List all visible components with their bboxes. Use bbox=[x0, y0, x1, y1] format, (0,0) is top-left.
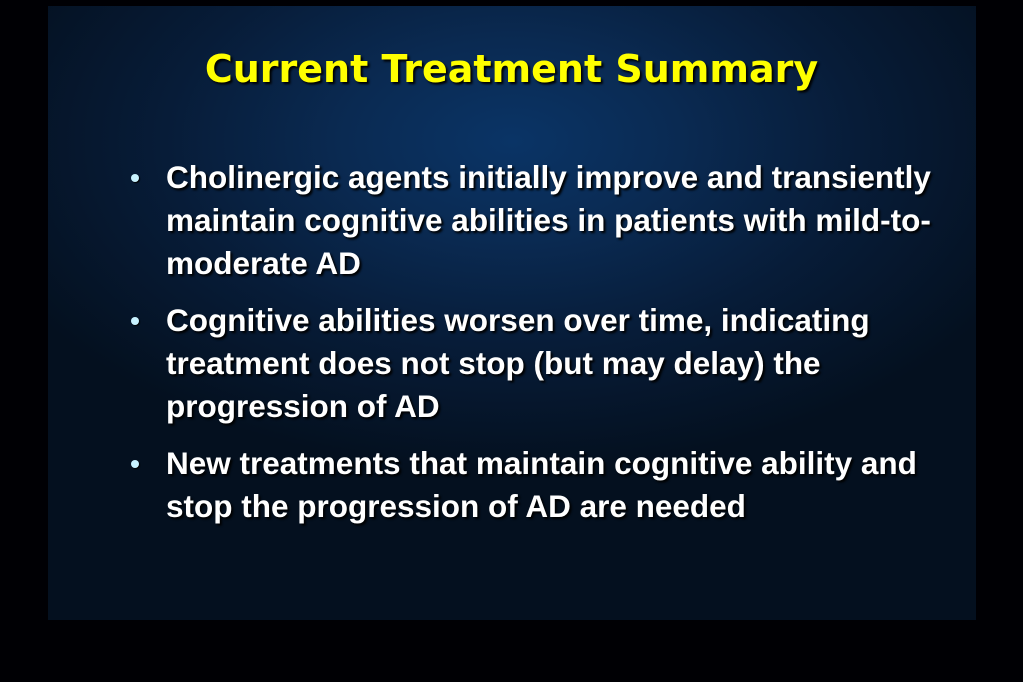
bullet-text-1: Cholinergic agents initially improve and transiently maintain cognitive abilities in patients with mild-to-moderate AD bbox=[166, 159, 931, 281]
bullet-dot-icon bbox=[131, 317, 139, 325]
bullet-dot-icon bbox=[131, 460, 139, 468]
bullet-list bbox=[130, 156, 950, 542]
bullet-item-2 bbox=[130, 299, 950, 428]
bullet-text-3: New treatments that maintain cognitive ability and stop the progression of AD are needed bbox=[166, 445, 917, 524]
bullet-item-1 bbox=[130, 156, 950, 285]
bullet-text-2: Cognitive abilities worsen over time, indicating treatment does not stop (but may delay) the progression of AD bbox=[166, 302, 870, 424]
bullet-item-3 bbox=[130, 442, 950, 528]
bullet-dot-icon bbox=[131, 174, 139, 182]
slide-title: Current Treatment Summary bbox=[204, 47, 819, 91]
